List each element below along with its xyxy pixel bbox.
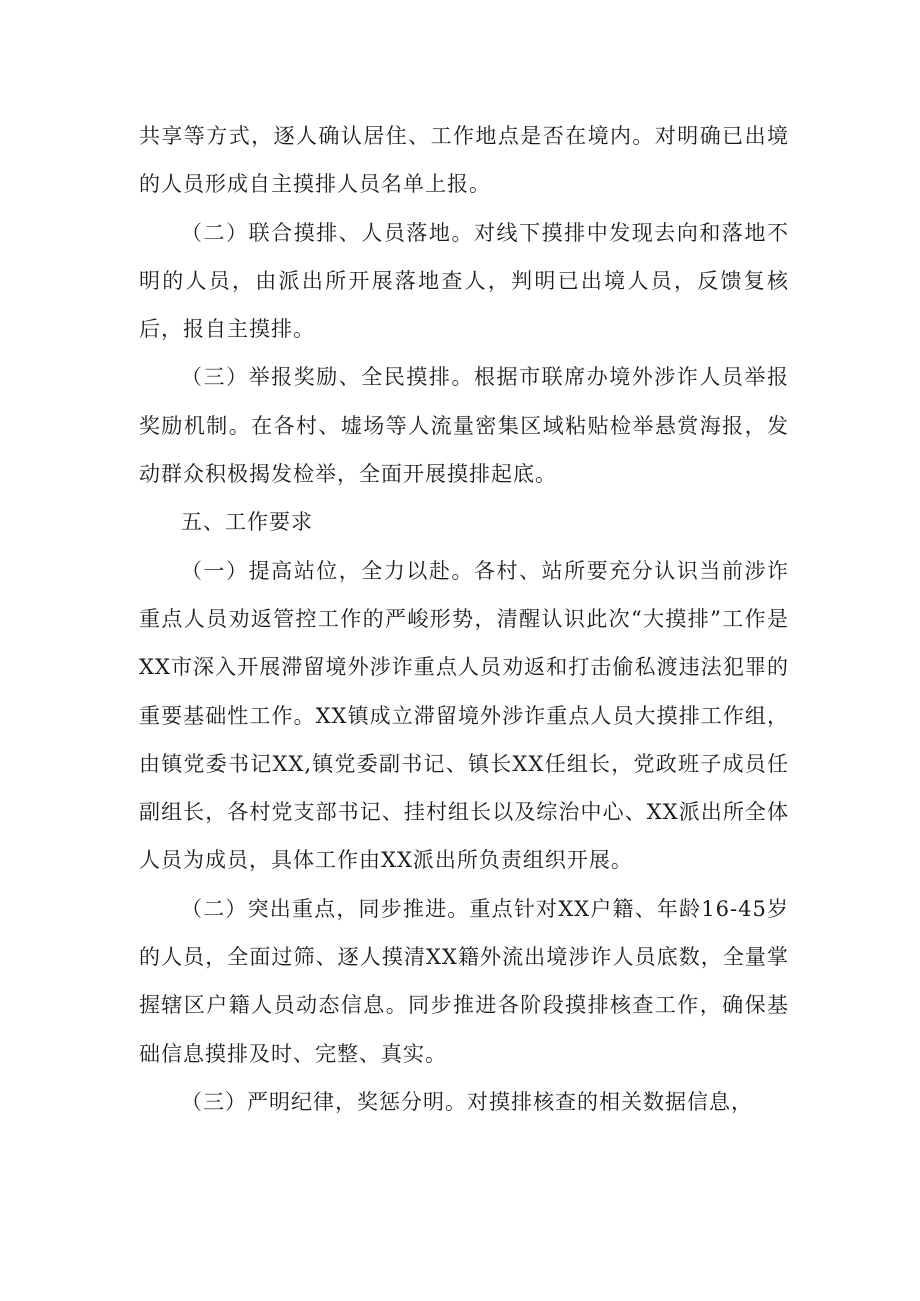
paragraph-strict-discipline: （三）严明纪律，奖惩分明。对摸排核查的相关数据信息， [181,1089,753,1114]
paragraph-highlight-focus: （二）突出重点，同步推进。重点针对XX户籍、年龄16-45岁的人员，全面过筛、逐人摸清XX籍外流出境涉诈人员底数，全量掌握辖区户籍人员动态信息。同步推进各阶段摸排核查工作，确保基础信息摸排及时、完整、真实。 [139,896,789,1066]
paragraph-raise-position: （一）提高站位，全力以赴。各村、站所要充分认识当前涉诈重点人员劝返管控工作的严峻形势，清醒认识此次“大摸排”工作是XX市深入开展滞留境外涉诈重点人员劝返和打击偷私渡违法犯罪的重要基础性工作。XX镇成立滞留境外涉诈重点人员大摸排工作组，由镇党委书记XX,镇党委副书记、镇长XX任组长，党政班子成员任副组长，各村党支部书记、挂村组长以及综治中心、XX派出所全体人员为成员，具体工作由XX派出所负责组织开展。 [139,558,789,873]
document-body [139,112,789,1126]
section-heading-work-requirements: 五、工作要求 [181,510,313,535]
paragraph-joint-investigation: （二）联合摸排、人员落地。对线下摸排中发现去向和落地不明的人员，由派出所开展落地查人，判明已出境人员，反馈复核后，报自主摸排。 [139,220,789,342]
paragraph-continuation: 共享等方式，逐人确认居住、工作地点是否在境内。对明确已出境的人员形成自主摸排人员名单上报。 [139,124,789,197]
paragraph-report-reward: （三）举报奖励、全民摸排。根据市联席办境外涉诈人员举报奖励机制。在各村、墟场等人流量密集区域粘贴检举悬赏海报，发动群众积极揭发检举，全面开展摸排起底。 [139,365,789,487]
